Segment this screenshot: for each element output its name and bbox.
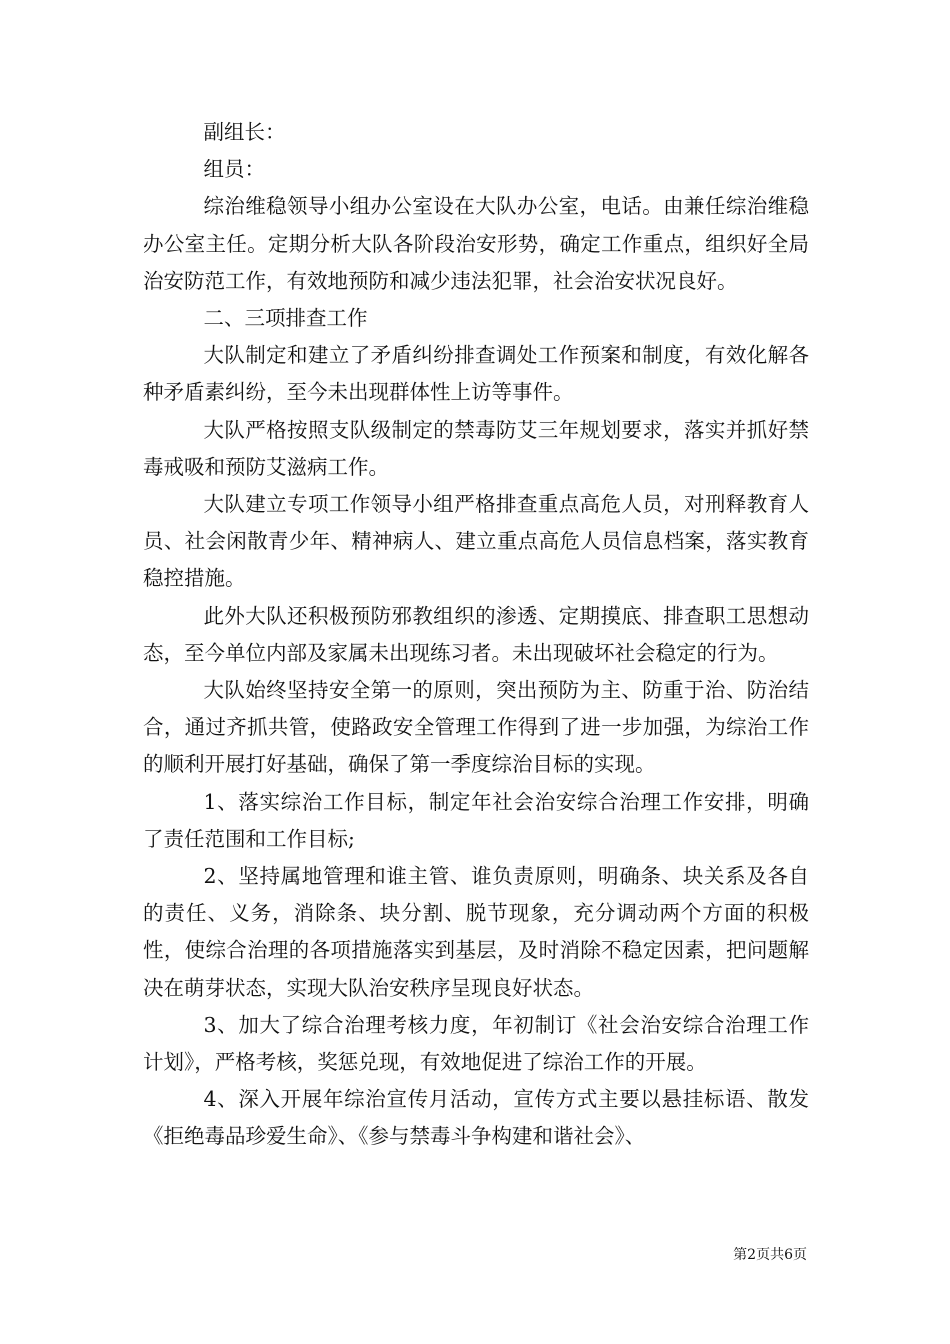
- document-body: [143, 114, 809, 1156]
- list-item-1: 1、落实综治工作目标，制定年社会治安综合治理工作安排，明确了责任范围和工作目标;: [143, 789, 809, 851]
- paragraph-members: 组员：: [203, 157, 265, 182]
- paragraph-cult-prevention: 此外大队还积极预防邪教组织的渗透、定期摸底、排查职工思想动态，至今单位内部及家属未出现练习者。未出现破坏社会稳定的行为。: [143, 603, 809, 665]
- list-item-4: 4、深入开展年综治宣传月活动，宣传方式主要以悬挂标语、散发《拒绝毒品珍爱生命》、《参与禁毒斗争构建和谐社会》、: [143, 1087, 809, 1149]
- paragraph-office: 综治维稳领导小组办公室设在大队办公室，电话。由兼任综治维稳办公室主任。定期分析大队各阶段治安形势，确定工作重点，组织好全局治安防范工作，有效地预防和减少违法犯罪，社会治安状况良好。: [143, 194, 809, 293]
- paragraph-high-risk-personnel: 大队建立专项工作领导小组严格排查重点高危人员，对刑释教育人员、社会闲散青少年、精神病人、建立重点高危人员信息档案，落实教育稳控措施。: [143, 492, 809, 591]
- paragraph-deputy-leader: 副组长：: [203, 120, 286, 144]
- paragraph-safety-first: 大队始终坚持安全第一的原则，突出预防为主、防重于治、防治结合，通过齐抓共管，使路政安全管理工作得到了进一步加强，为综治工作的顺利开展打好基础，确保了第一季度综治目标的实现。: [143, 678, 809, 777]
- list-item-3: 3、加大了综合治理考核力度，年初制订《社会治安综合治理工作计划》，严格考核，奖惩兑现，有效地促进了综治工作的开展。: [143, 1012, 809, 1075]
- section-heading-three-inspections: 二、三项排查工作: [203, 306, 368, 331]
- list-item-2: 2、坚持属地管理和谁主管、谁负责原则，明确条、块关系及各自的责任、义务，消除条、块分割、脱节现象，充分调动两个方面的积极性，使综合治理的各项措施落实到基层，及时消除不稳定因素，把问题解决在萌芽状态，实现大队治安秩序呈现良好状态。: [143, 864, 809, 1000]
- paragraph-drug-aids-prevention: 大队严格按照支队级制定的禁毒防艾三年规划要求，落实并抓好禁毒戒吸和预防艾滋病工作。: [143, 417, 809, 479]
- page-number-footer: 第2页共6页: [733, 1247, 807, 1263]
- paragraph-dispute-resolution: 大队制定和建立了矛盾纠纷排查调处工作预案和制度，有效化解各种矛盾素纠纷，至今未出现群体性上访等事件。: [143, 343, 809, 405]
